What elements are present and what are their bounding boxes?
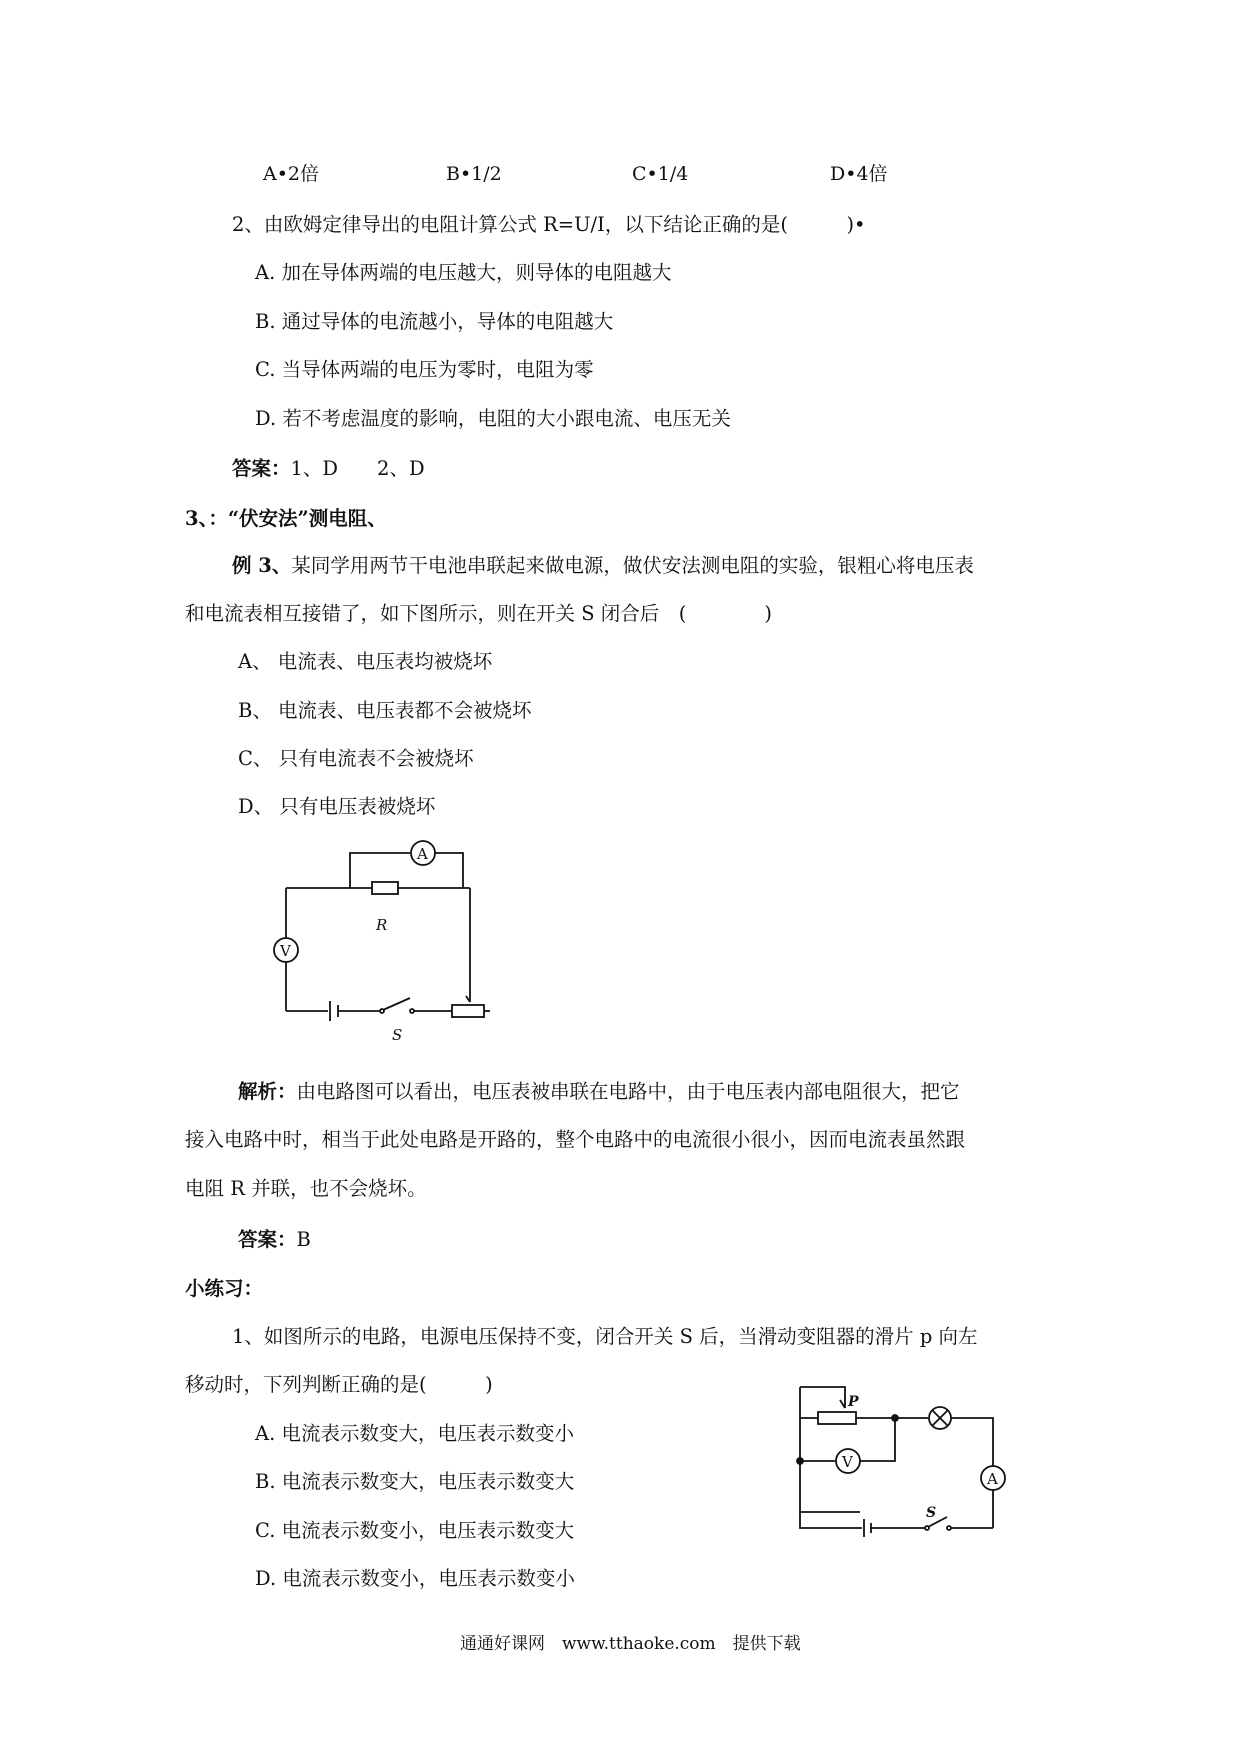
example-3-line2: 和电流表相互接错了，如下图所示，则在开关 S 闭合后 ( ) xyxy=(185,602,772,625)
prev-option-a: A•2倍 xyxy=(263,163,320,185)
q2-stem: 2、由欧姆定律导出的电阻计算公式 R=U/I，以下结论正确的是( )• xyxy=(232,213,866,236)
q2-option-a: A. 加在导体两端的电压越大，则导体的电阻越大 xyxy=(255,261,672,284)
practice-q1-line1: 1、如图所示的电路，电源电压保持不变，闭合开关 S 后，当滑动变阻器的滑片 p 向左 xyxy=(232,1325,978,1348)
analysis-label: 解析： xyxy=(238,1080,297,1103)
practice-option-b: B. 电流表示数变大，电压表示数变大 xyxy=(255,1470,575,1493)
switch-label: S xyxy=(392,1026,403,1044)
resistor-label: R xyxy=(376,916,388,934)
prev-option-b: B•1/2 xyxy=(446,163,502,185)
example-option-d: D、 只有电压表被烧坏 xyxy=(238,795,436,818)
ammeter-label: A xyxy=(987,1470,998,1488)
analysis-line2: 接入电路中时，相当于此处电路是开路的，整个电路中的电流很小很小，因而电流表虽然跟 xyxy=(185,1128,966,1151)
practice-option-d: D. 电流表示数变小，电压表示数变小 xyxy=(255,1567,575,1590)
answer-label: 答案： xyxy=(232,457,291,480)
prev-option-c: C•1/4 xyxy=(632,163,689,185)
example-option-a: A、 电流表、电压表均被烧坏 xyxy=(238,650,493,673)
answer-text: 1、D 2、D xyxy=(290,457,425,480)
prev-option-d: D•4倍 xyxy=(830,163,888,185)
answer-label: 答案： xyxy=(238,1228,297,1251)
example-option-b: B、 电流表、电压表都不会被烧坏 xyxy=(238,699,532,722)
analysis-text-1: 由电路图可以看出，电压表被串联在电路中，由于电压表内部电阻很大，把它 xyxy=(296,1080,960,1103)
voltmeter-label: V xyxy=(280,942,291,960)
q2-option-b: B. 通过导体的电流越小，导体的电阻越大 xyxy=(255,310,614,333)
practice-option-a: A. 电流表示数变大，电压表示数变小 xyxy=(255,1422,574,1445)
answer-text: B xyxy=(296,1228,311,1251)
practice-option-c: C. 电流表示数变小，电压表示数变大 xyxy=(255,1519,575,1542)
practice-title: 小练习： xyxy=(185,1277,264,1300)
voltmeter-label: V xyxy=(842,1453,853,1471)
rheostat-icon xyxy=(818,1412,856,1424)
example-option-c: C、 只有电流表不会被烧坏 xyxy=(238,747,474,770)
slider-label: P xyxy=(848,1394,859,1410)
ammeter-label: A xyxy=(417,845,428,863)
section-3-title: 3、：“伏安法”测电阻、 xyxy=(185,507,387,530)
switch-label: S xyxy=(926,1505,937,1521)
example-label: 例 3、 xyxy=(232,554,292,577)
footer-text: 通通好课网 www.tthaoke.com 提供下载 xyxy=(460,1634,801,1654)
q2-option-d: D. 若不考虑温度的影响，电阻的大小跟电流、电压无关 xyxy=(255,407,731,430)
q2-option-c: C. 当导体两端的电压为零时，电阻为零 xyxy=(255,358,594,381)
example-stem-1: 某同学用两节干电池串联起来做电源，做伏安法测电阻的实验，银粗心将电压表 xyxy=(291,554,974,577)
analysis-line3: 电阻 R 并联，也不会烧坏。 xyxy=(185,1177,427,1200)
practice-q1-line2: 移动时，下列判断正确的是( ) xyxy=(185,1373,493,1396)
